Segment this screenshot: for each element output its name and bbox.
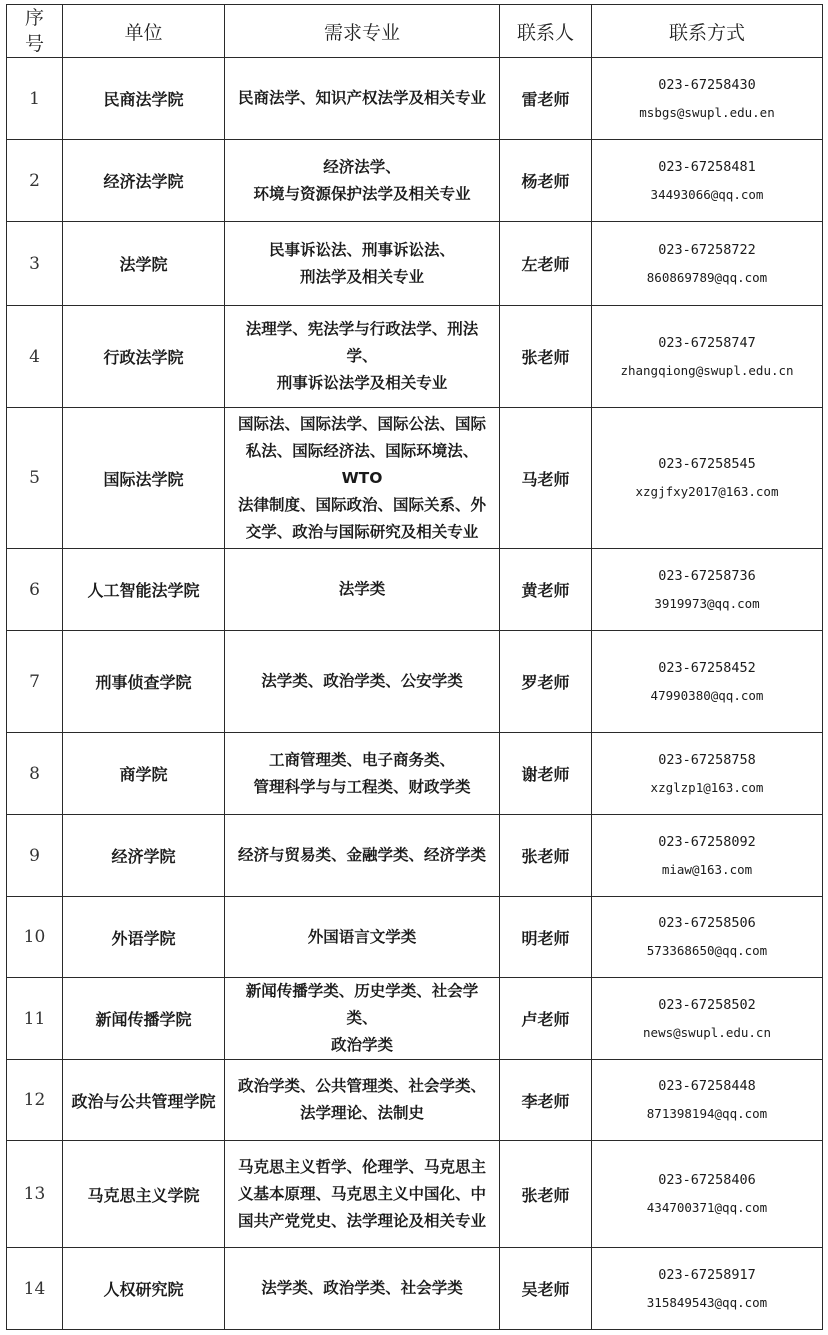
email-address: 34493066@qq.com [650, 186, 764, 202]
phone-number: 023-67258430 [658, 76, 756, 93]
phone-number: 023-67258722 [658, 241, 756, 258]
major-line: 法学类、政治学类、社会学类 [261, 1279, 463, 1297]
row-seq-cell: 5 [7, 408, 63, 549]
table-row [7, 549, 823, 631]
row-way-cell [592, 631, 823, 733]
row-unit-cell: 法学院 [63, 222, 225, 306]
email-address: 3919973@qq.com [654, 595, 760, 611]
row-unit-cell: 行政法学院 [63, 306, 225, 408]
header-seq-line: 号 [24, 33, 44, 55]
header-seq [7, 5, 63, 58]
major-line: 工商管理类、电子商务类、 [268, 750, 455, 769]
table-row [7, 140, 823, 222]
email-address: miaw@163.com [661, 861, 753, 877]
row-seq-cell: 6 [7, 549, 63, 631]
email-address: msbgs@swupl.edu.en [639, 104, 775, 120]
table-row [7, 408, 823, 549]
row-contact-cell: 雷老师 [500, 58, 592, 140]
major-line: 法学类 [338, 580, 386, 598]
header-way: 联系方式 [592, 5, 823, 58]
row-major-cell [225, 306, 500, 408]
row-unit-cell: 人工智能法学院 [63, 549, 225, 631]
major-line: 法学理论、法制史 [299, 1104, 424, 1122]
major-line: 法学类、政治学类、公安学类 [261, 672, 463, 690]
header-seq-line: 序 [24, 7, 44, 29]
major-line: 新闻传播学类、历史学类、社会学类、 [245, 982, 479, 1027]
row-unit-cell: 经济法学院 [63, 140, 225, 222]
table-row [7, 1141, 823, 1248]
row-way-cell [592, 408, 823, 549]
row-unit-cell: 政治与公共管理学院 [63, 1060, 225, 1141]
email-address: xzgjfxy2017@163.com [635, 484, 779, 499]
row-major-cell [225, 1060, 500, 1141]
row-seq-cell: 9 [7, 815, 63, 897]
row-unit-cell: 外语学院 [63, 897, 225, 978]
row-seq-cell: 7 [7, 631, 63, 733]
email-address: 315849543@qq.com [646, 1294, 768, 1310]
major-line: 交学、政治与国际研究及相关专业 [245, 522, 479, 541]
table-row [7, 1060, 823, 1141]
email-address: news@swupl.edu.cn [643, 1024, 771, 1040]
row-seq-cell: 13 [7, 1141, 63, 1248]
major-line: 私法、国际经济法、国际环境法、WTO [245, 441, 479, 487]
row-contact-cell: 李老师 [500, 1060, 592, 1141]
table-row [7, 1248, 823, 1330]
row-unit-cell: 人权研究院 [63, 1248, 225, 1330]
row-seq-cell: 3 [7, 222, 63, 306]
row-way-cell [592, 815, 823, 897]
row-unit-cell: 马克思主义学院 [63, 1141, 225, 1248]
row-way-cell [592, 897, 823, 978]
row-major-cell [225, 549, 500, 631]
phone-number: 023-67258758 [658, 751, 756, 768]
row-contact-cell: 明老师 [500, 897, 592, 978]
row-seq-cell: 10 [7, 897, 63, 978]
row-way-cell [592, 306, 823, 408]
table-row [7, 897, 823, 978]
major-line: 马克思主义哲学、伦理学、马克思主 [237, 1157, 486, 1176]
row-way-cell [592, 1248, 823, 1330]
major-line: 国际法、国际法学、国际公法、国际 [237, 414, 486, 433]
row-contact-cell: 左老师 [500, 222, 592, 306]
row-seq-cell: 4 [7, 306, 63, 408]
major-line: 民商法学、知识产权法学及相关专业 [237, 89, 486, 107]
table-row [7, 306, 823, 408]
row-seq-cell: 11 [7, 978, 63, 1060]
row-contact-cell: 谢老师 [500, 733, 592, 815]
table-row [7, 58, 823, 140]
row-seq-cell: 8 [7, 733, 63, 815]
phone-number: 023-67258747 [658, 334, 756, 351]
row-way-cell [592, 58, 823, 140]
major-line: 法理学、宪法学与行政法学、刑法学、 [245, 320, 479, 365]
row-seq-cell: 12 [7, 1060, 63, 1141]
row-way-cell [592, 140, 823, 222]
row-major-cell [225, 140, 500, 222]
row-way-cell [592, 733, 823, 815]
row-seq-cell: 1 [7, 58, 63, 140]
phone-number: 023-67258452 [658, 659, 756, 676]
row-unit-cell: 经济学院 [63, 815, 225, 897]
major-line: 管理科学与与工程类、财政学类 [253, 777, 471, 796]
row-major-cell [225, 58, 500, 140]
row-contact-cell: 吴老师 [500, 1248, 592, 1330]
table-row [7, 733, 823, 815]
row-contact-cell: 张老师 [500, 1141, 592, 1248]
table-row [7, 222, 823, 306]
row-unit-cell: 民商法学院 [63, 58, 225, 140]
row-contact-cell: 杨老师 [500, 140, 592, 222]
major-line: 刑事诉讼法学及相关专业 [276, 374, 448, 392]
phone-number: 023-67258736 [658, 567, 756, 584]
row-contact-cell: 张老师 [500, 306, 592, 408]
email-address: zhangqiong@swupl.edu.cn [620, 362, 794, 378]
email-address: 573368650@qq.com [646, 943, 768, 958]
row-contact-cell: 马老师 [500, 408, 592, 549]
phone-number: 023-67258545 [658, 456, 756, 472]
header-contact: 联系人 [500, 5, 592, 58]
major-line: 义基本原理、马克思主义中国化、中 [237, 1184, 486, 1203]
row-contact-cell: 罗老师 [500, 631, 592, 733]
row-unit-cell: 国际法学院 [63, 408, 225, 549]
row-unit-cell: 商学院 [63, 733, 225, 815]
phone-number: 023-67258917 [658, 1266, 756, 1283]
row-contact-cell: 黄老师 [500, 549, 592, 631]
major-line: 民事诉讼法、刑事诉讼法、 [268, 240, 455, 259]
row-unit-cell: 新闻传播学院 [63, 978, 225, 1060]
major-line: 环境与资源保护法学及相关专业 [253, 184, 471, 203]
table-row [7, 815, 823, 897]
row-seq-cell: 14 [7, 1248, 63, 1330]
major-line: 政治学类、公共管理类、社会学类、 [237, 1077, 486, 1095]
email-address: 871398194@qq.com [646, 1106, 768, 1121]
email-address: 47990380@qq.com [650, 687, 764, 703]
major-line: 外国语言文学类 [307, 927, 417, 946]
row-major-cell [225, 897, 500, 978]
major-line: 政治学类 [330, 1036, 393, 1054]
phone-number: 023-67258481 [658, 158, 756, 175]
row-way-cell [592, 1060, 823, 1141]
header-unit: 单位 [63, 5, 225, 58]
row-seq-cell: 2 [7, 140, 63, 222]
phone-number: 023-67258092 [658, 833, 756, 850]
email-address: 434700371@qq.com [646, 1200, 768, 1215]
phone-number: 023-67258506 [658, 915, 756, 931]
header-row [7, 5, 823, 58]
email-address: xzglzp1@163.com [650, 779, 764, 795]
major-line: 法律制度、国际政治、国际关系、外 [237, 495, 486, 514]
row-way-cell [592, 1141, 823, 1248]
row-way-cell [592, 222, 823, 306]
row-major-cell [225, 631, 500, 733]
table-body [7, 58, 823, 1330]
row-contact-cell: 卢老师 [500, 978, 592, 1060]
phone-number: 023-67258406 [658, 1172, 756, 1188]
header-major: 需求专业 [225, 5, 500, 58]
row-major-cell [225, 1248, 500, 1330]
row-major-cell [225, 978, 500, 1060]
major-line: 刑法学及相关专业 [299, 267, 424, 286]
row-way-cell [592, 549, 823, 631]
table-row [7, 631, 823, 733]
phone-number: 023-67258448 [658, 1078, 756, 1094]
row-major-cell [225, 408, 500, 549]
row-major-cell [225, 1141, 500, 1248]
phone-number: 023-67258502 [658, 996, 756, 1013]
row-major-cell [225, 222, 500, 306]
recruitment-table [6, 4, 823, 1330]
major-line: 经济与贸易类、金融学类、经济学类 [237, 846, 486, 864]
row-contact-cell: 张老师 [500, 815, 592, 897]
email-address: 860869789@qq.com [646, 269, 768, 285]
major-line: 经济法学、 [323, 157, 401, 176]
major-line: 国共产党党史、法学理论及相关专业 [237, 1211, 486, 1230]
row-major-cell [225, 815, 500, 897]
row-major-cell [225, 733, 500, 815]
row-unit-cell: 刑事侦查学院 [63, 631, 225, 733]
row-way-cell [592, 978, 823, 1060]
table-row [7, 978, 823, 1060]
